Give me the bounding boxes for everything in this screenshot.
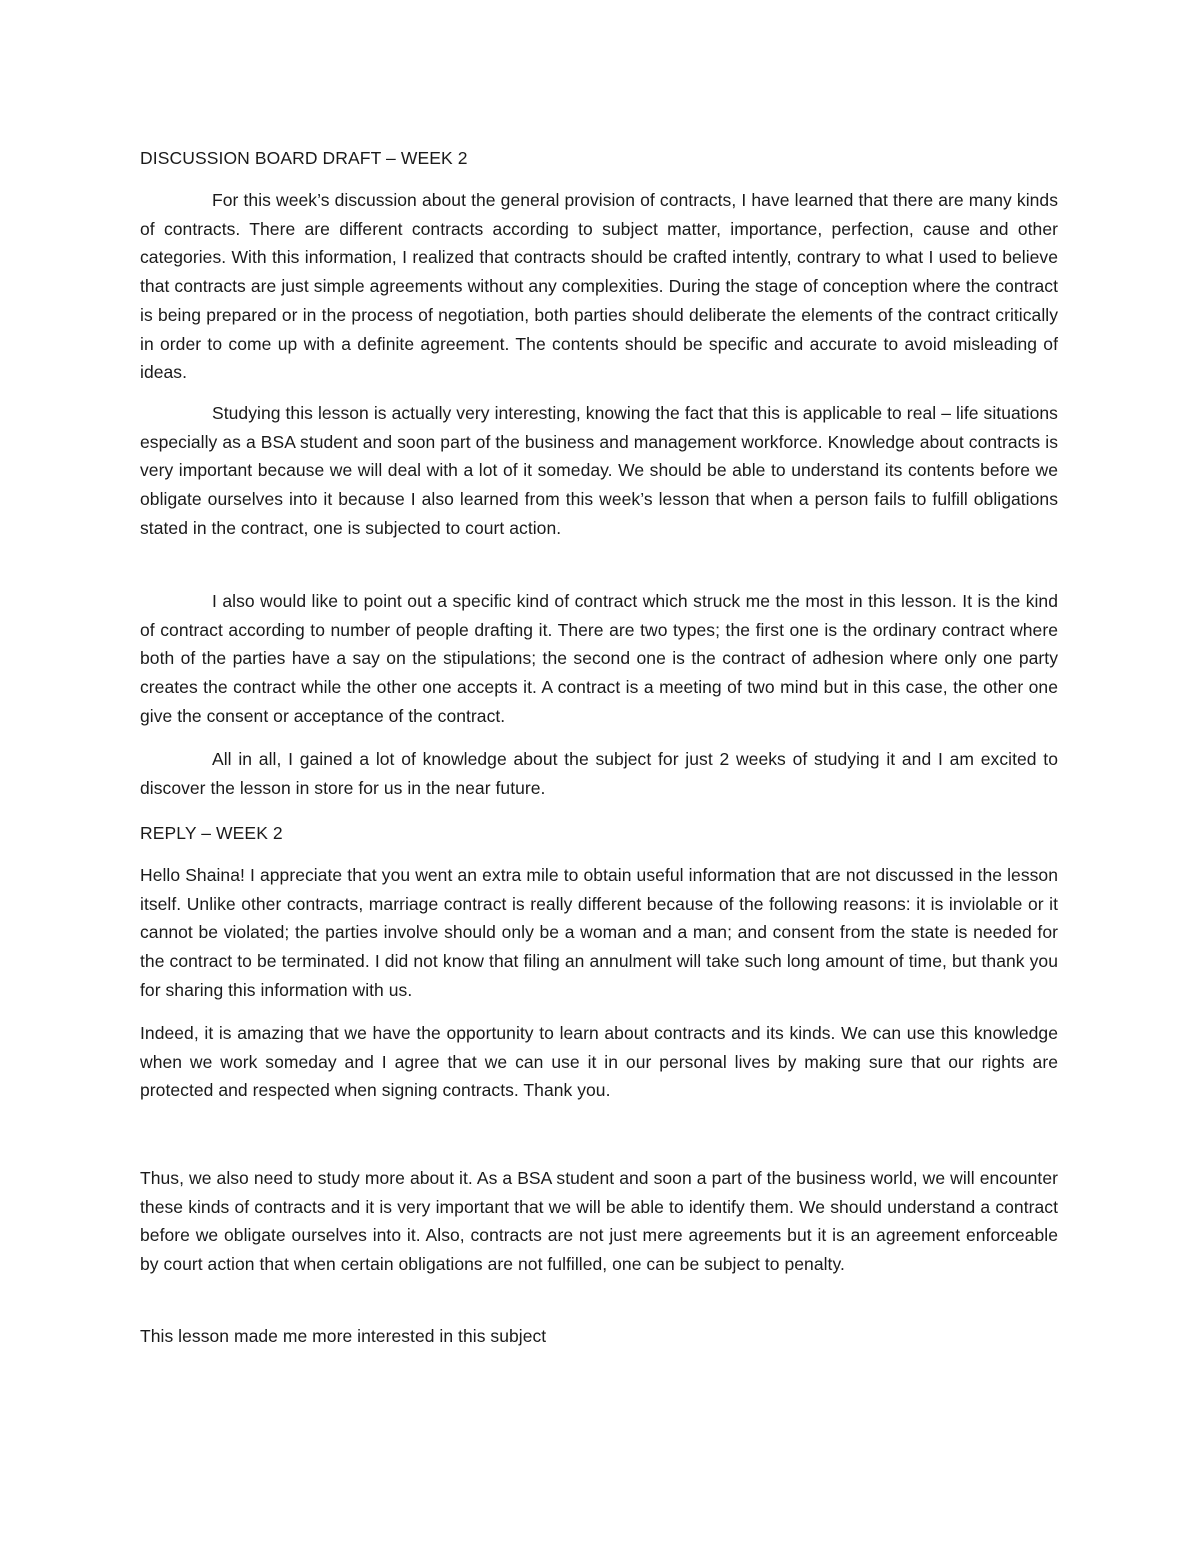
reply-paragraph-1: Hello Shaina! I appreciate that you went an extra mile to obtain useful information that are not discussed in the lesson itself. Unlike other contracts, marriage contract is really different because of the following reasons: it is inviolable or it cannot be violated; the parties involve should only be a woman and a man; and consent from the state is needed for the contract to be terminated. I did not know that filing an annulment will take such long amount of time, but thank you for sharing this information with us.: [140, 865, 1058, 1000]
draft-paragraph-2: Studying this lesson is actually very interesting, knowing the fact that this is applicable to real – life situations especially as a BSA student and soon part of the business and management workforce. Knowledge about contracts is very important because we will deal with a lot of it someday. We should be able to understand its contents before we obligate ourselves into it because I also learned from this week’s lesson that when a person fails to fulfill obligations stated in the contract, one is subjected to court action.: [140, 403, 1058, 538]
reply-heading: REPLY – WEEK 2: [140, 823, 283, 843]
draft-paragraph-4: All in all, I gained a lot of knowledge about the subject for just 2 weeks of studying it and I am excited to discover the lesson in store for us in the near future.: [140, 749, 1058, 798]
reply-paragraph-2: Indeed, it is amazing that we have the opportunity to learn about contracts and its kinds. We can use this knowledge when we work someday and I agree that we can use it in our personal lives by making sure that our rights are protected and respected when signing contracts. Thank you.: [140, 1023, 1058, 1101]
draft-paragraph-1: For this week’s discussion about the general provision of contracts, I have learned that there are many kinds of contracts. There are different contracts according to subject matter, importance, perfection, cause and other categories. With this information, I realized that contracts should be crafted intently, contrary to what I used to believe that contracts are just simple agreements without any complexities. During the stage of conception where the contract is being prepared or in the process of negotiation, both parties should deliberate the elements of the contract critically in order to come up with a definite agreement. The contents should be specific and accurate to avoid misleading of ideas.: [140, 190, 1058, 383]
draft-heading: DISCUSSION BOARD DRAFT – WEEK 2: [140, 148, 468, 168]
draft-paragraph-3: I also would like to point out a specific kind of contract which struck me the most in this lesson. It is the kind of contract according to number of people drafting it. There are two types; the first one is the ordinary contract where both of the parties have a say on the stipulations; the second one is the contract of adhesion where only one party creates the contract while the other one accepts it. A contract is a meeting of two mind but in this case, the other one give the consent or acceptance of the contract.: [140, 591, 1058, 726]
notes-paragraph-2: This lesson made me more interested in this subject: [140, 1326, 547, 1346]
notes-paragraph-1: Thus, we also need to study more about it. As a BSA student and soon a part of the business world, we will encounter these kinds of contracts and it is very important that we will be able to identify them. We should understand a contract before we obligate ourselves into it. Also, contracts are not just mere agreements but it is an agreement enforceable by court action that when certain obligations are not fulfilled, one can be subject to penalty.: [140, 1168, 1058, 1275]
